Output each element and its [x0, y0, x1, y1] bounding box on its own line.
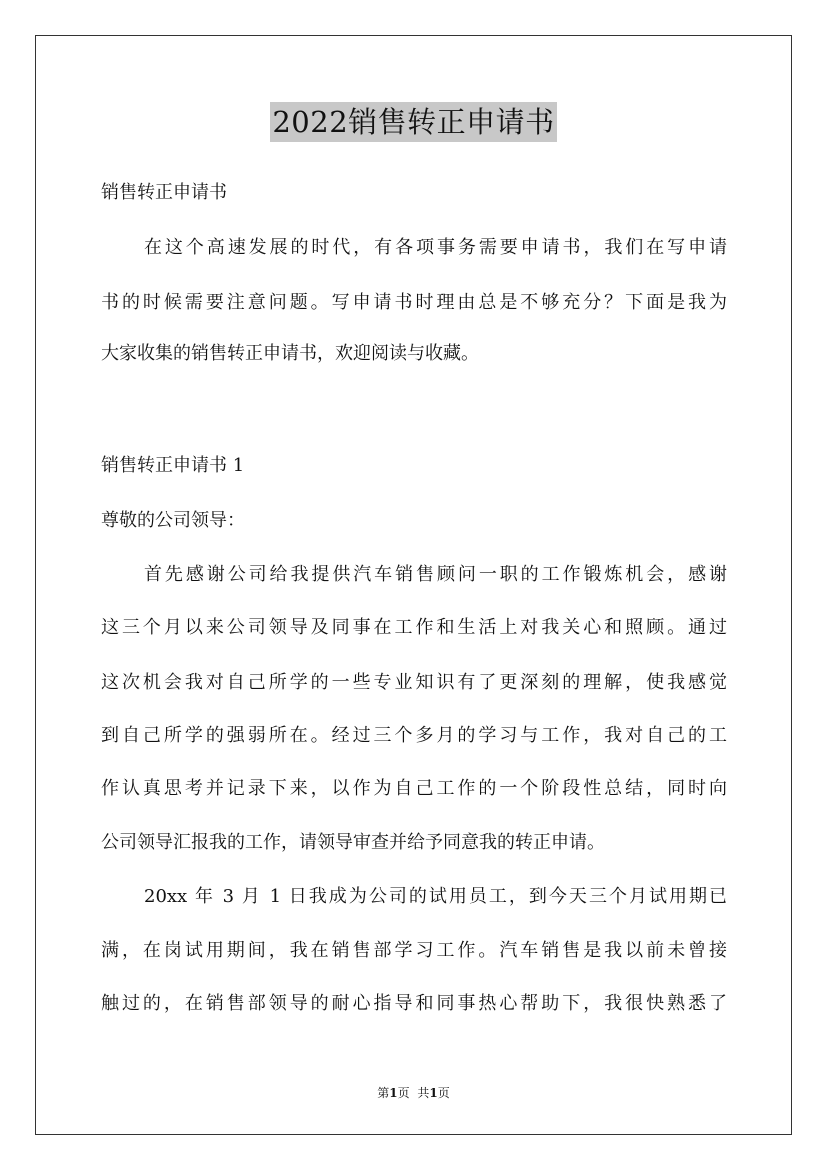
intro-heading: 销售转正申请书	[101, 182, 227, 203]
body-paragraph-2-line-2: 满，在岗试用期间，我在销售部学习工作。汽车销售是我以前未曾接	[101, 940, 727, 961]
body-paragraph-1-line-4: 到自己所学的强弱所在。经过三个多月的学习与工作，我对自己的工	[101, 725, 727, 746]
footer-page-suffix: 页	[397, 1086, 410, 1100]
footer-page-prefix: 第	[377, 1086, 390, 1100]
footer-page-number: 1	[389, 1086, 398, 1100]
title-container	[0, 102, 827, 142]
salutation: 尊敬的公司领导：	[101, 510, 245, 531]
intro-paragraph-line-2: 书的时候需要注意问题。写申请书时理由总是不够充分？下面是我为	[101, 292, 727, 313]
footer-total-suffix: 页	[437, 1086, 450, 1100]
section-heading-1: 销售转正申请书 1	[101, 455, 245, 476]
document-title: 2022销售转正申请书	[270, 102, 556, 142]
intro-paragraph-line-1: 在这个高速发展的时代，有各项事务需要申请书，我们在写申请	[144, 237, 727, 258]
body-paragraph-2-line-1: 20xx 年 3 月 1 日我成为公司的试用员工，到今天三个月试用期已	[144, 886, 727, 907]
page-footer	[0, 1085, 827, 1101]
body-paragraph-1-line-3: 这次机会我对自己所学的一些专业知识有了更深刻的理解，使我感觉	[101, 672, 727, 693]
footer-total-number: 1	[429, 1086, 438, 1100]
intro-paragraph-line-3: 大家收集的销售转正申请书，欢迎阅读与收藏。	[101, 343, 479, 364]
body-paragraph-2-line-3: 触过的，在销售部领导的耐心指导和同事热心帮助下，我很快熟悉了	[101, 993, 727, 1014]
body-paragraph-1-line-5: 作认真思考并记录下来，以作为自己工作的一个阶段性总结，同时向	[101, 778, 727, 799]
body-paragraph-1-line-2: 这三个月以来公司领导及同事在工作和生活上对我关心和照顾。通过	[101, 617, 727, 638]
body-paragraph-1-line-6: 公司领导汇报我的工作，请领导审查并给予同意我的转正申请。	[101, 832, 605, 853]
body-paragraph-1-line-1: 首先感谢公司给我提供汽车销售顾问一职的工作锻炼机会，感谢	[144, 564, 727, 585]
footer-total-prefix: 共	[417, 1086, 430, 1100]
